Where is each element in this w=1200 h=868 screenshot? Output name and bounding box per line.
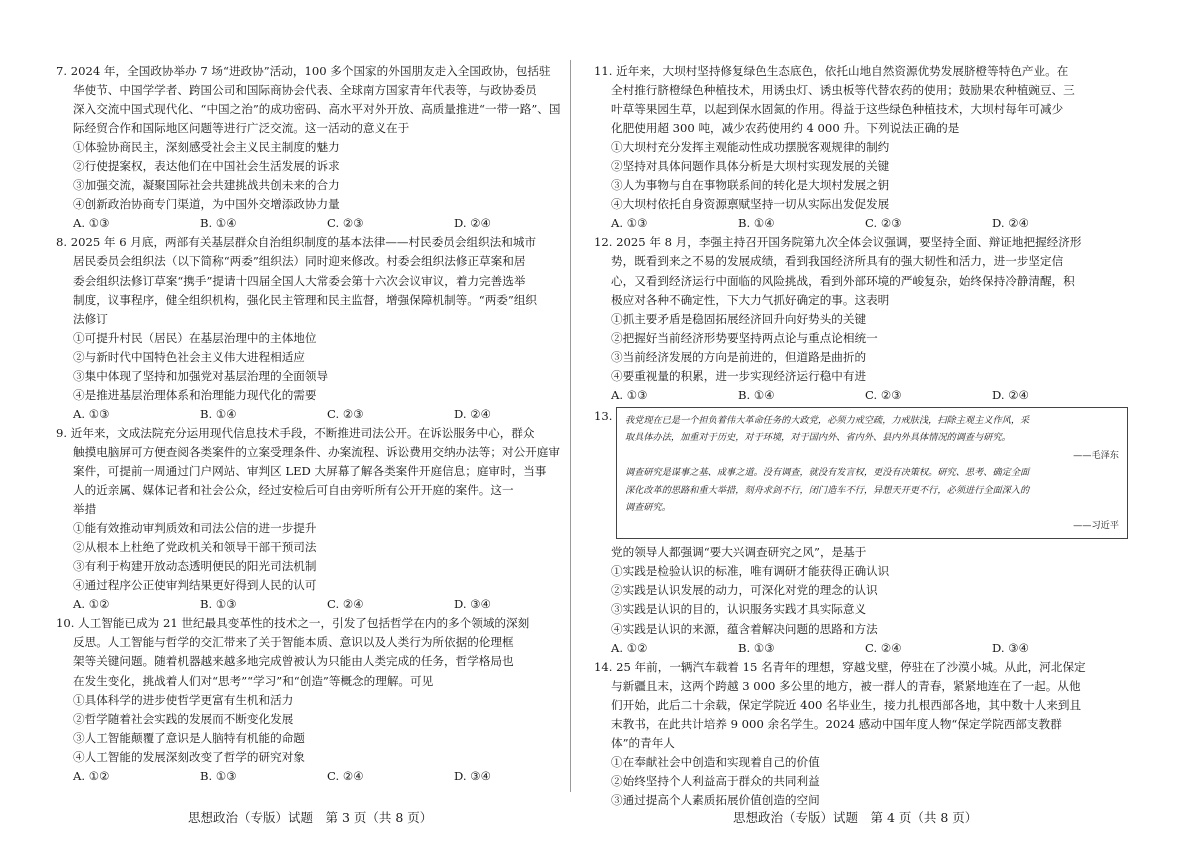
question-stem-line: 触摸电脑屏可方便查阅各类案件的立案受理条件、办案流程、诉讼费用交纳办法等；对公开庭审 — [73, 444, 560, 459]
answer-option: C. ②③ — [865, 216, 902, 231]
answer-option: D. ③④ — [454, 597, 492, 612]
answer-option: A. ①② — [73, 597, 110, 612]
answer-option: C. ②④ — [327, 768, 364, 783]
answer-statement: ②行使提案权，表达他们在中国社会生活发展的诉求 — [73, 159, 340, 174]
question-number: 13. — [594, 408, 613, 423]
quote-line: 调查研究。 — [625, 502, 671, 514]
question-q13 — [594, 407, 1126, 658]
question-stem-line: 势，既看到来之不易的发展成绩，看到我国经济所具有的强大韧性和活力，进一步坚定信 — [611, 254, 1064, 269]
quote-line: 我党现在已是一个担负着伟大革命任务的大政党，必须力戒空疏，力戒肤浅，扫除主观主义作风，采 — [625, 414, 1030, 426]
question-q14 — [594, 658, 1126, 810]
left-column — [56, 62, 588, 786]
answer-statement: ①实践是检验认识的标准，唯有调研才能获得正确认识 — [611, 564, 890, 579]
answer-statement: ①大坝村充分发挥主观能动性成功摆脱客观规律的制约 — [611, 140, 890, 155]
question-stem-line: 末教书，在此共计培养 9 000 余名学生。2024 感动中国年度人物“保定学院西部支教群 — [611, 716, 1062, 731]
answer-options — [56, 214, 588, 233]
answer-option: B. ①④ — [738, 387, 775, 402]
answer-statement: ③人为事物与自在事物联系间的转化是大坝村发展之钥 — [611, 178, 890, 193]
answer-option: B. ①③ — [200, 768, 237, 783]
footer-page-3: 思想政治（专版）试题 第 3 页（共 8 页） — [188, 810, 433, 825]
question-stem-line: 党的领导人都强调“要大兴调查研究之风”，是基于 — [611, 545, 867, 560]
answer-statement: ①能有效推动审判质效和司法公信的进一步提升 — [73, 521, 317, 536]
question-stem-line: 案件，可提前一周通过门户网站、审判区 LED 大屏幕了解各类案件开庭信息；庭审时，当事 — [73, 463, 547, 478]
answer-options — [56, 595, 588, 614]
answer-options — [56, 405, 588, 424]
answer-option: C. ②④ — [865, 640, 902, 655]
quote-author: ——习近平 — [1073, 519, 1119, 531]
answer-statement: ④实践是认识的来源，蕴含着解决问题的思路和方法 — [611, 621, 878, 636]
question-stem-line: 委会组织法修订草案“携手”提请十四届全国人大常委会第十六次会议审议，着力完善选举 — [73, 273, 526, 288]
question-stem-line: 7. 2024 年，全国政协举办 7 场“进政协”活动，100 多个国家的外国朋友走入全国政协，包括驻 — [56, 64, 551, 78]
answer-statement: ①可提升村民（居民）在基层治理中的主体地位 — [73, 330, 317, 345]
question-stem-line: 架等关键问题。随着机器越来越多地完成曾被认为只能由人类完成的任务，哲学格局也 — [73, 654, 514, 669]
answer-option: A. ①③ — [611, 387, 648, 402]
answer-statement: ①具体科学的进步使哲学更富有生机和活力 — [73, 692, 294, 707]
question-stem-line: 极应对各种不确定性，下大力气抓好确定的事。这表明 — [611, 292, 890, 307]
question-stem-line: 8. 2025 年 6 月底，两部有关基层群众自治组织制度的基本法律——村民委员会组织法和城市 — [56, 235, 537, 250]
question-q8 — [56, 233, 588, 423]
question-stem-line: 法修订 — [73, 311, 108, 326]
answer-options — [594, 214, 1126, 233]
question-stem-line: 们开始，此后二十余载，保定学院近 400 名毕业生，接力扎根西部各地，其中数十人来到且 — [611, 697, 1082, 712]
question-stem-line: 居民委员会组织法（以下简称“两委”组织法）同时迎来修改。村委会组织法修正草案和居 — [73, 254, 526, 269]
question-stem-line: 制度，议事程序，健全组织机构，强化民主管理和民主监督，增强保障机制等。“两委”组织 — [73, 292, 538, 307]
answer-statement: ③加强交流，凝聚国际社会共建挑战共创未来的合力 — [73, 178, 340, 193]
answer-option: B. ①③ — [200, 597, 237, 612]
answer-option: B. ①④ — [738, 216, 775, 231]
answer-option: B. ①③ — [738, 640, 775, 655]
answer-option: C. ②④ — [327, 597, 364, 612]
answer-statement: ④是推进基层治理体系和治理能力现代化的需要 — [73, 387, 317, 402]
column-divider — [570, 60, 571, 792]
answer-statement: ①体验协商民主，深刻感受社会主义民主制度的魅力 — [73, 140, 340, 155]
question-q11 — [594, 62, 1126, 233]
answer-options — [594, 386, 1126, 405]
answer-statement: ②始终坚持个人利益高于群众的共同利益 — [611, 773, 820, 788]
question-stem-line: 华使节、中国学学者、跨国公司和国际商协会代表、全球南方国家青年代表等，与政协委员 — [73, 83, 537, 98]
answer-option: C. ②③ — [865, 387, 902, 402]
answer-options — [594, 639, 1126, 658]
answer-statement: ③当前经济发展的方向是前进的，但道路是曲折的 — [611, 349, 867, 364]
answer-statement: ①抓主要矛盾是稳固拓展经济回升向好势头的关键 — [611, 311, 867, 326]
answer-statement: ④要重视量的积累，进一步实现经济运行稳中有进 — [611, 368, 867, 383]
quote-box — [616, 407, 1128, 540]
answer-statement: ③集中体现了坚持和加强党对基层治理的全面领导 — [73, 368, 329, 383]
question-stem-line: 举措 — [73, 502, 97, 517]
question-stem-line: 全村推行脐橙绿色种植技术，用诱虫灯、诱虫板等代替农药的使用；鼓励果农种植豌豆、三 — [611, 83, 1075, 98]
question-stem-line: 14. 25 年前，一辆汽车载着 15 名青年的理想，穿越戈壁，停驻在了沙漠小城。从此，河北保定 — [594, 659, 1086, 674]
quote-line: 调查研究是谋事之基、成事之道。没有调查，就没有发言权，更没有决策权。研究、思考、确定全面 — [625, 467, 1030, 479]
right-column — [594, 62, 1126, 810]
answer-option: D. ②④ — [454, 406, 492, 421]
answer-option: A. ①③ — [73, 216, 110, 231]
answer-option: A. ①③ — [611, 216, 648, 231]
answer-statement: ②实践是认识发展的动力，可深化对党的理念的认识 — [611, 583, 878, 598]
answer-statement: ②坚持对具体问题作具体分析是大坝村实现发展的关键 — [611, 159, 890, 174]
quote-author: ——毛泽东 — [1073, 449, 1119, 461]
answer-option: D. ③④ — [454, 768, 492, 783]
footer-page-4: 思想政治（专版）试题 第 4 页（共 8 页） — [733, 810, 978, 825]
answer-option: A. ①② — [611, 640, 648, 655]
answer-option: B. ①④ — [200, 216, 237, 231]
answer-option: D. ②④ — [992, 216, 1030, 231]
question-stem-line: 12. 2025 年 8 月，李强主持召开国务院第九次全体会议强调，要坚持全面、辩证地把握经济形 — [594, 235, 1082, 250]
question-stem-line: 体”的青年人 — [611, 735, 675, 750]
answer-statement: ②与新时代中国特色社会主义伟大进程相适应 — [73, 349, 305, 364]
answer-option: A. ①② — [73, 768, 110, 783]
question-stem-line: 9. 近年来，文成法院充分运用现代信息技术手段，不断推进司法公开。在诉讼服务中心，群众 — [56, 425, 535, 440]
answer-statement: ②从根本上杜绝了党政机关和领导干部干预司法 — [73, 540, 317, 555]
question-stem-line: 心，又看到经济运行中面临的风险挑战，看到外部环境的严峻复杂，始终保持冷静清醒，积 — [611, 273, 1075, 288]
answer-options — [56, 767, 588, 786]
answer-option: D. ③④ — [992, 640, 1030, 655]
answer-statement: ③通过提高个人素质拓展价值创造的空间 — [611, 792, 820, 807]
answer-statement: ②哲学随着社会实践的发展而不断变化发展 — [73, 711, 294, 726]
question-stem-line: 11. 近年来，大坝村坚持修复绿色生态底色，依托山地自然资源优势发展脐橙等特色产业。在 — [594, 64, 1069, 78]
question-stem-line: 人的近亲属、媒体记者和社会公众，经过安检后可自由旁听所有公开开庭的案件。这一 — [73, 483, 514, 498]
answer-statement: ③实践是认识的目的，认识服务实践才具实际意义 — [611, 602, 867, 617]
question-stem-line: 深入交流中国式现代化、“中国之治”的成功密码、高水平对外开放、高质量推进“一带一路”、国 — [73, 102, 561, 117]
answer-statement: ④人工智能的发展深刻改变了哲学的研究对象 — [73, 749, 305, 764]
answer-statement: ③有利于构建开放动态透明便民的阳光司法机制 — [73, 559, 317, 574]
question-stem-line: 反思。人工智能与哲学的交汇带来了关于智能本质、意识以及人类行为所依据的伦理框 — [73, 635, 514, 650]
question-stem-line: 10. 人工智能已成为 21 世纪最具变革性的技术之一，引发了包括哲学在内的多个领域的深刻 — [56, 616, 530, 631]
question-stem-line: 化肥使用超 300 吨，减少农药使用约 4 000 升。下列说法正确的是 — [611, 121, 960, 136]
answer-statement: ②把握好当前经济形势要坚持两点论与重点论相统一 — [611, 330, 878, 345]
question-stem-line: 与新疆且末，这两个跨越 3 000 多公里的地方，被一群人的青春，紧紧地连在了一起。从他 — [611, 678, 1081, 693]
answer-option: C. ②③ — [327, 406, 364, 421]
answer-statement: ④大坝村依托自身资源禀赋坚持一切从实际出发促发展 — [611, 197, 890, 212]
answer-option: C. ②③ — [327, 216, 364, 231]
answer-statement: ③人工智能颠覆了意识是人脑特有机能的命题 — [73, 730, 305, 745]
answer-statement: ④通过程序公正使审判结果更好得到人民的认可 — [73, 578, 317, 593]
question-q10 — [56, 614, 588, 785]
quote-line: 取具体办法，加重对于历史，对于环境，对于国内外、省内外、县内外具体情况的调查与研究。 — [625, 432, 1011, 444]
question-q9 — [56, 424, 588, 614]
question-q12 — [594, 233, 1126, 404]
answer-statement: ①在奉献社会中创造和实现着自己的价值 — [611, 754, 820, 769]
answer-option: B. ①④ — [200, 406, 237, 421]
answer-option: D. ②④ — [992, 387, 1030, 402]
answer-statement: ④创新政治协商专门渠道，为中国外交增添政协力量 — [73, 197, 340, 212]
quote-line: 深化改革的思路和重大举措，刻舟求剑不行，闭门造车不行，异想天开更不行，必须进行全面深入的 — [625, 484, 1030, 496]
question-q7 — [56, 62, 588, 233]
question-stem-line: 叶草等果园生草，以起到保水固氮的作用。得益于这些绿色种植技术，大坝村每年可减少 — [611, 102, 1064, 117]
question-stem-line: 在发生变化，挑战着人们对“思考”“学习”和“创造”等概念的理解。可见 — [73, 673, 434, 688]
answer-option: A. ①③ — [73, 406, 110, 421]
question-stem-line: 际经贸合作和国际地区问题等进行广泛交流。这一活动的意义在于 — [73, 121, 410, 136]
answer-option: D. ②④ — [454, 216, 492, 231]
